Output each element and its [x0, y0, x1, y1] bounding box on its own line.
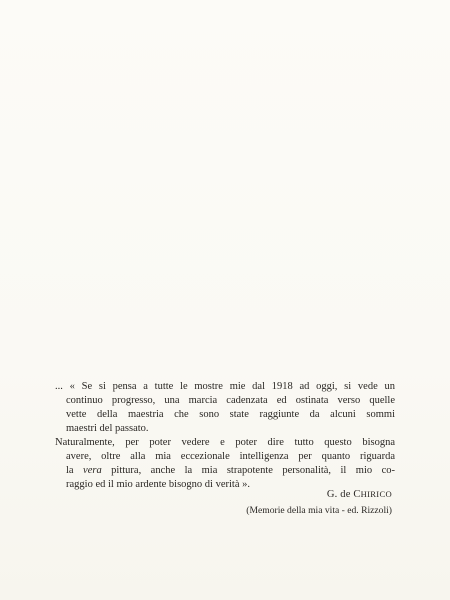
quote-line-4: maestri del passato.	[66, 423, 149, 434]
quote-line-7-before: la	[66, 465, 84, 476]
quote-italic-word: vera	[83, 465, 102, 476]
author-name-initial: G. de C	[326, 489, 361, 500]
author-name	[246, 487, 392, 502]
quote-source: (Memorie della mia vita - ed. Rizzoli)	[246, 505, 392, 516]
quote-line-8: raggio ed il mio ardente bisogno di verità ».	[66, 479, 250, 490]
quote-block	[55, 380, 395, 492]
quote-line-6: avere, oltre alla mia eccezionale intelligenza per quanto riguarda	[66, 451, 395, 462]
signature-block	[246, 487, 392, 518]
quote-line-1: ... « Se si pensa a tutte le mostre mie dal 1918 ad oggi, si vede un	[55, 381, 395, 392]
quote-line-7-after: pittura, anche la mia strapotente personalità, il mio co-	[101, 465, 396, 476]
quote-line-5: Naturalmente, per poter vedere e poter dire tutto questo bisogna	[55, 437, 395, 448]
quote-line-7	[55, 464, 395, 478]
quote-line-2: continuo progresso, una marcia cadenzata ed ostinata verso quelle	[66, 395, 395, 406]
author-name-smallcaps: HIRICO	[360, 489, 392, 499]
quote-line-3: vette della maestria che sono state raggiunte da alcuni sommi	[66, 409, 395, 420]
